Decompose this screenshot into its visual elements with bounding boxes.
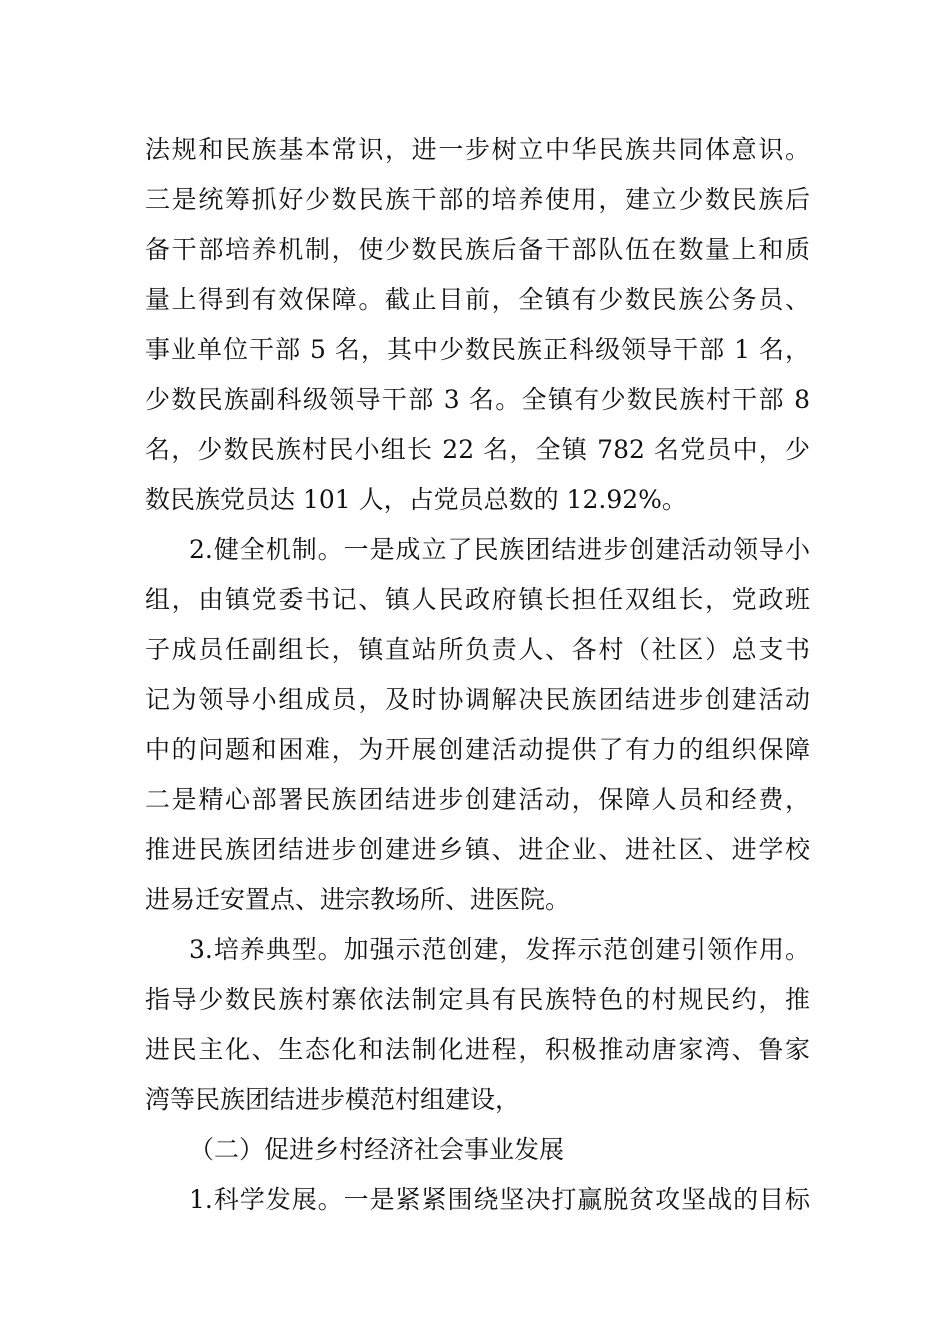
text-line: 数民族党员达 101 人，占党员总数的 12.92%。 bbox=[145, 485, 687, 514]
text-line: 事业单位干部 5 名，其中少数民族正科级领导干部 1 名， bbox=[145, 335, 810, 364]
text-line: 组，由镇党委书记、镇人民政府镇长担任双组长，党政班 bbox=[145, 585, 810, 614]
text-line: 指导少数民族村寨依法制定具有民族特色的村规民约，推 bbox=[145, 985, 810, 1014]
text-line: 记为领导小组成员，及时协调解决民族团结进步创建活动 bbox=[145, 685, 810, 714]
text-line: 子成员任副组长，镇直站所负责人、各村（社区）总支书 bbox=[145, 635, 810, 664]
text-line: 进民主化、生态化和法制化进程，积极推动唐家湾、鲁家 bbox=[145, 1035, 810, 1064]
text-line: 量上得到有效保障。截止目前，全镇有少数民族公务员、 bbox=[145, 285, 810, 314]
body-text bbox=[145, 125, 810, 1225]
text-line: 少数民族副科级领导干部 3 名。全镇有少数民族村干部 8 bbox=[145, 385, 810, 414]
text-line: 推进民族团结进步创建进乡镇、进企业、进社区、进学校 bbox=[145, 835, 810, 864]
text-line: 备干部培养机制，使少数民族后备干部队伍在数量上和质 bbox=[145, 235, 810, 264]
text-line: 湾等民族团结进步模范村组建设， bbox=[145, 1085, 521, 1114]
paragraph-heading-line: 3.培养典型。加强示范创建，发挥示范创建引领作用。 bbox=[189, 935, 810, 964]
section-heading: （二）促进乡村经济社会事业发展 bbox=[189, 1135, 565, 1164]
paragraph-heading-line: 1.科学发展。一是紧紧围绕坚决打赢脱贫攻坚战的目标 bbox=[189, 1185, 810, 1214]
text-line: 进易迁安置点、进宗教场所、进医院。 bbox=[145, 885, 571, 914]
text-line: 三是统筹抓好少数民族干部的培养使用，建立少数民族后 bbox=[145, 185, 810, 214]
paragraph-heading-line: 2.健全机制。一是成立了民族团结进步创建活动领导小 bbox=[189, 535, 810, 564]
text-line: 法规和民族基本常识，进一步树立中华民族共同体意识。 bbox=[145, 135, 810, 164]
text-line: 中的问题和困难，为开展创建活动提供了有力的组织保障 bbox=[145, 735, 810, 764]
text-line: 二是精心部署民族团结进步创建活动，保障人员和经费， bbox=[145, 785, 810, 814]
text-line: 名，少数民族村民小组长 22 名，全镇 782 名党员中，少 bbox=[145, 435, 810, 464]
